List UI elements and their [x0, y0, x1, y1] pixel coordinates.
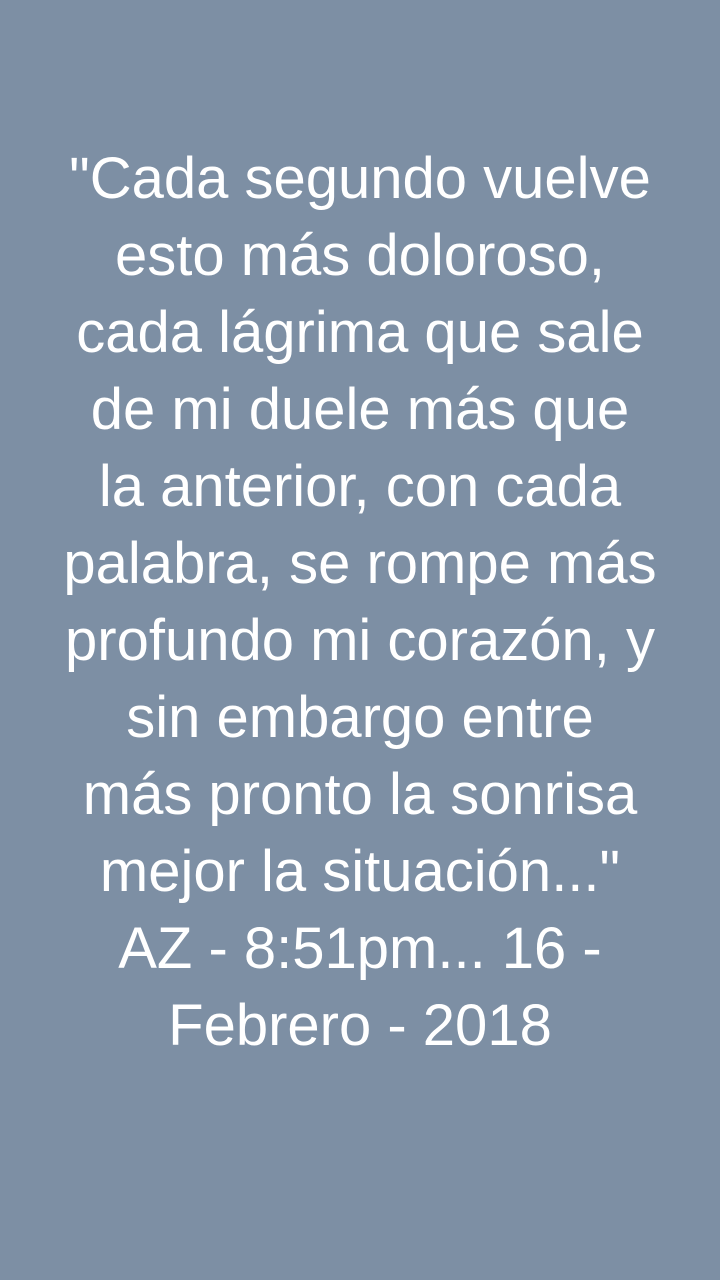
quote-line: más pronto la sonrisa [82, 762, 638, 827]
quote-line: profundo mi corazón, y [65, 608, 655, 673]
quote-line: cada lágrima que sale [76, 300, 644, 365]
quote-line: palabra, se rompe más [63, 531, 657, 596]
quote-line: mejor la situación..." [99, 839, 621, 904]
author-date-line: AZ - 8:51pm... 16 - [118, 916, 602, 981]
quote-line: de mi duele más que [90, 377, 630, 442]
quote-line: sin embargo entre [126, 685, 594, 750]
quote-line: "Cada segundo vuelve [69, 146, 651, 211]
quote-line: la anterior, con cada [98, 454, 622, 519]
author-date-line: Febrero - 2018 [168, 993, 552, 1058]
quote-text [30, 140, 690, 1064]
quote-line: esto más doloroso, [114, 223, 606, 288]
